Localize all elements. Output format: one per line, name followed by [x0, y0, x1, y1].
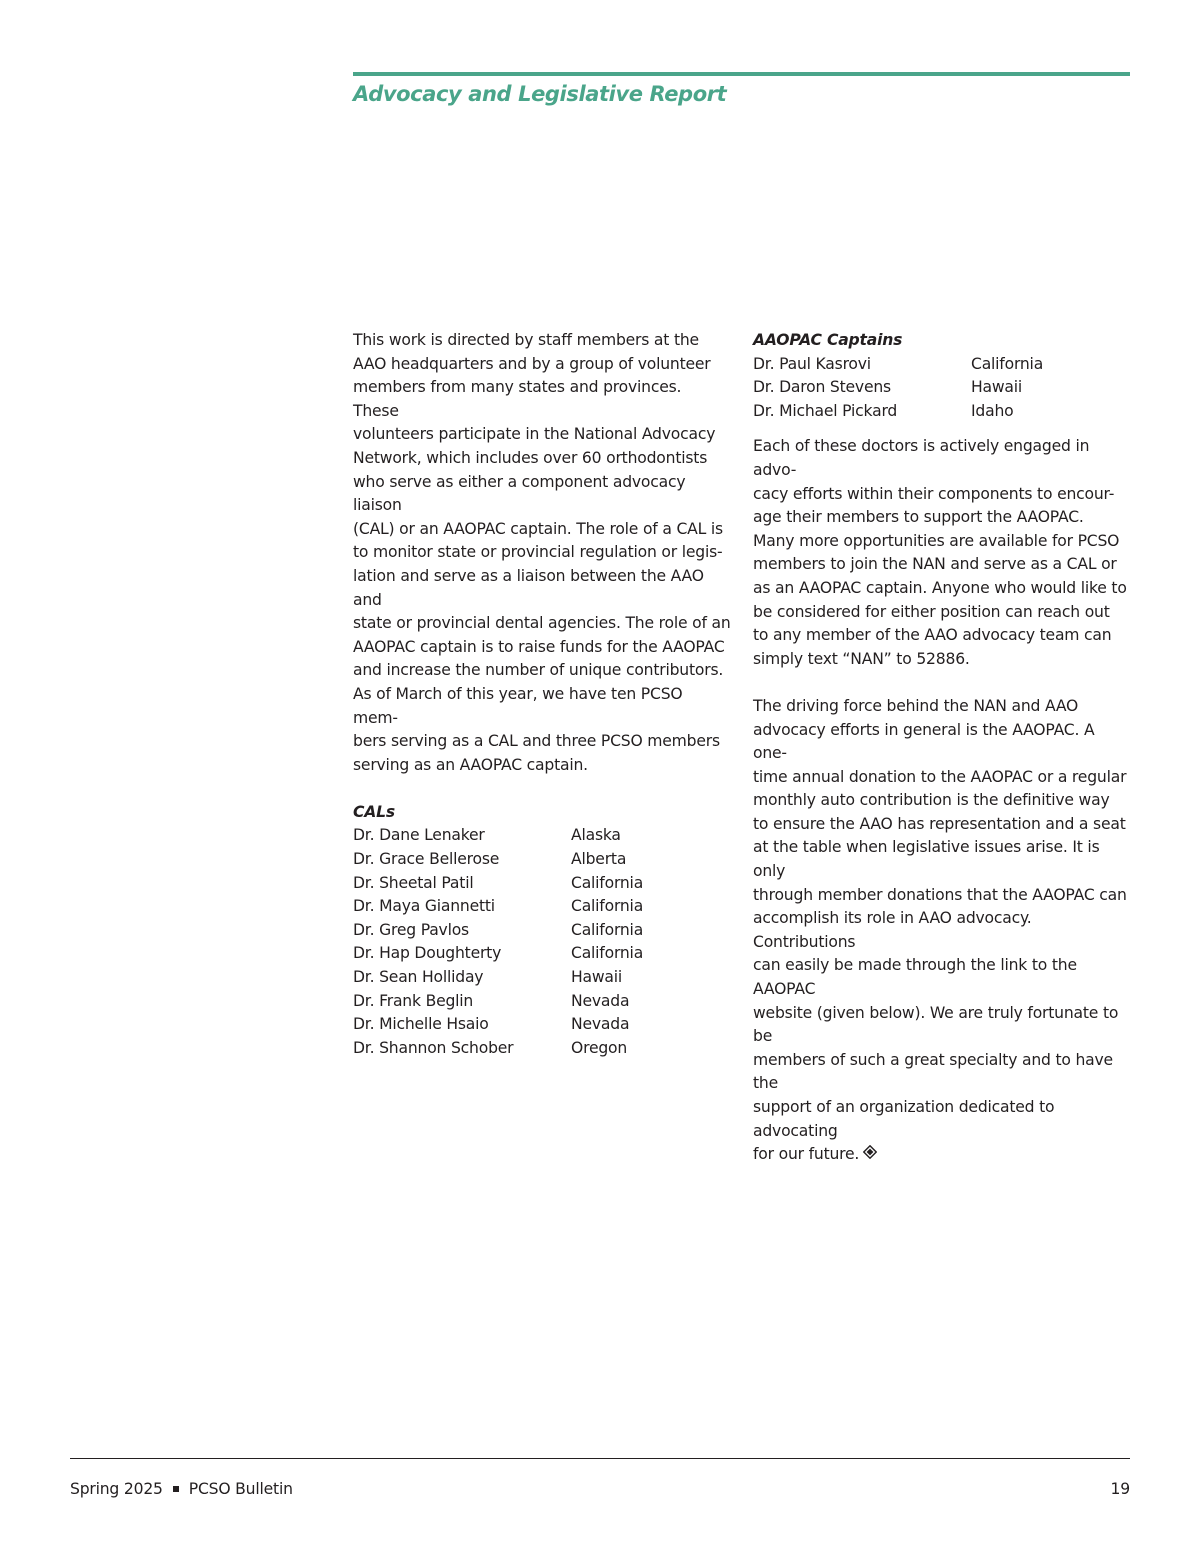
- text-line: Each of these doctors is actively engaged in advo-: [753, 437, 1090, 479]
- text-line: to monitor state or provincial regulation or legis-: [353, 543, 723, 562]
- list-item: [753, 376, 1131, 400]
- text-line: can easily be made through the link to the AAOPAC: [753, 956, 1077, 999]
- diamond-end-mark-icon: [863, 1144, 877, 1168]
- text-line: website (given below). We are truly fortunate to be: [753, 1003, 1119, 1046]
- member-name: Dr. Maya Giannetti: [353, 897, 495, 916]
- text-line: be considered for either position can reach out: [753, 602, 1110, 621]
- footer-publication: PCSO Bulletin: [188, 1480, 293, 1498]
- text-line: monthly auto contribution is the definitive way: [753, 791, 1110, 810]
- member-name: Dr. Paul Kasrovi: [753, 354, 871, 373]
- text-line: members to join the NAN and serve as a CAL or: [753, 555, 1117, 574]
- body-paragraph-1: [753, 435, 1131, 671]
- member-region: Oregon: [571, 1038, 628, 1057]
- list-item: [353, 895, 731, 919]
- list-item: [353, 872, 731, 896]
- footer-rule: [70, 1458, 1130, 1459]
- text-line: AAO headquarters and by a group of volunteer: [353, 354, 711, 373]
- text-line: serving as an AAOPAC captain.: [353, 755, 588, 774]
- text-line: for our future.: [753, 1145, 860, 1164]
- text-line: The driving force behind the NAN and AAO: [753, 696, 1079, 715]
- member-region: Alberta: [571, 850, 627, 869]
- header-rule: [353, 72, 1130, 76]
- member-name: Dr. Greg Pavlos: [353, 920, 469, 939]
- text-line: cacy efforts within their components to encour-: [753, 484, 1115, 503]
- member-name: Dr. Hap Doughterty: [353, 944, 502, 963]
- text-line: As of March of this year, we have ten PCSO mem-: [353, 684, 683, 727]
- cals-list: [353, 824, 731, 1060]
- paragraph-gap: [753, 671, 1131, 695]
- member-region: Alaska: [571, 826, 621, 845]
- text-line: who serve as either a component advocacy liaison: [353, 472, 686, 515]
- footer-left: [70, 1480, 293, 1498]
- text-line: members from many states and provinces. These: [353, 378, 682, 420]
- captains-heading: AAOPAC Captains: [753, 331, 903, 349]
- text-line: volunteers participate in the National Advocacy: [353, 425, 716, 444]
- member-name: Dr. Grace Bellerose: [353, 850, 500, 869]
- list-item: [353, 848, 731, 872]
- text-line: lation and serve as a liaison between the AAO and: [353, 566, 704, 609]
- text-line: at the table when legislative issues arise. It is only: [753, 838, 1100, 881]
- text-line: AAOPAC captain is to raise funds for the AAOPAC: [353, 637, 725, 656]
- member-region: California: [571, 944, 644, 963]
- list-item: [353, 966, 731, 990]
- text-line: as an AAOPAC captain. Anyone who would like to: [753, 578, 1127, 597]
- member-name: Dr. Michael Pickard: [753, 401, 898, 420]
- page-number: 19: [1110, 1480, 1130, 1498]
- text-line: Network, which includes over 60 orthodontists: [353, 448, 708, 467]
- text-line: members of such a great specialty and to have the: [753, 1050, 1113, 1093]
- list-item: [353, 1013, 731, 1037]
- member-region: California: [971, 354, 1044, 373]
- member-region: Nevada: [571, 991, 630, 1010]
- list-item: [353, 942, 731, 966]
- text-line: through member donations that the AAOPAC can: [753, 885, 1127, 904]
- member-region: Hawaii: [571, 968, 623, 987]
- member-region: Hawaii: [971, 378, 1023, 397]
- member-name: Dr. Michelle Hsaio: [353, 1015, 489, 1034]
- right-column: [753, 329, 1131, 1168]
- text-line: advocacy efforts in general is the AAOPAC. A one-: [753, 720, 1095, 763]
- list-item: [353, 824, 731, 848]
- text-line: time annual donation to the AAOPAC or a regular: [753, 767, 1127, 786]
- list-item: [353, 919, 731, 943]
- member-name: Dr. Sheetal Patil: [353, 873, 474, 892]
- cals-heading: CALs: [353, 802, 395, 821]
- member-name: Dr. Frank Beglin: [353, 991, 474, 1010]
- list-item: [353, 990, 731, 1014]
- member-region: California: [571, 873, 644, 892]
- square-bullet-icon: [173, 1486, 179, 1492]
- text-line: This work is directed by staff members at the: [353, 331, 699, 349]
- member-name: Dr. Dane Lenaker: [353, 826, 485, 845]
- section-title: Advocacy and Legislative Report: [353, 82, 727, 106]
- member-region: California: [571, 920, 644, 939]
- text-line: bers serving as a CAL and three PCSO members: [353, 732, 720, 751]
- intro-paragraph: [353, 329, 731, 777]
- text-line: Many more opportunities are available for PCSO: [753, 531, 1120, 550]
- list-item: [753, 400, 1131, 424]
- text-line: to ensure the AAO has representation and a seat: [753, 814, 1126, 833]
- body-paragraph-2: [753, 695, 1131, 1168]
- member-name: Dr. Sean Holliday: [353, 968, 484, 987]
- text-line: and increase the number of unique contributors.: [353, 661, 724, 680]
- text-line: support of an organization dedicated to advocating: [753, 1098, 1055, 1140]
- member-region: California: [571, 897, 644, 916]
- list-gap: [753, 423, 1131, 435]
- left-column: [353, 329, 731, 1060]
- member-region: Nevada: [571, 1015, 630, 1034]
- text-line: accomplish its role in AAO advocacy. Contributions: [753, 909, 1032, 951]
- list-item: [753, 353, 1131, 377]
- text-line: to any member of the AAO advocacy team can: [753, 626, 1112, 645]
- captains-list: [753, 353, 1131, 424]
- member-name: Dr. Daron Stevens: [753, 378, 891, 397]
- text-line: (CAL) or an AAOPAC captain. The role of a CAL is: [353, 519, 723, 538]
- member-region: Idaho: [971, 401, 1014, 420]
- text-line: state or provincial dental agencies. The role of an: [353, 614, 731, 633]
- footer-season: Spring 2025: [70, 1480, 163, 1498]
- text-line: simply text “NAN” to 52886.: [753, 649, 970, 668]
- list-item: [353, 1037, 731, 1061]
- member-name: Dr. Shannon Schober: [353, 1038, 514, 1057]
- text-line: age their members to support the AAOPAC.: [753, 508, 1084, 527]
- paragraph-gap: [353, 777, 731, 801]
